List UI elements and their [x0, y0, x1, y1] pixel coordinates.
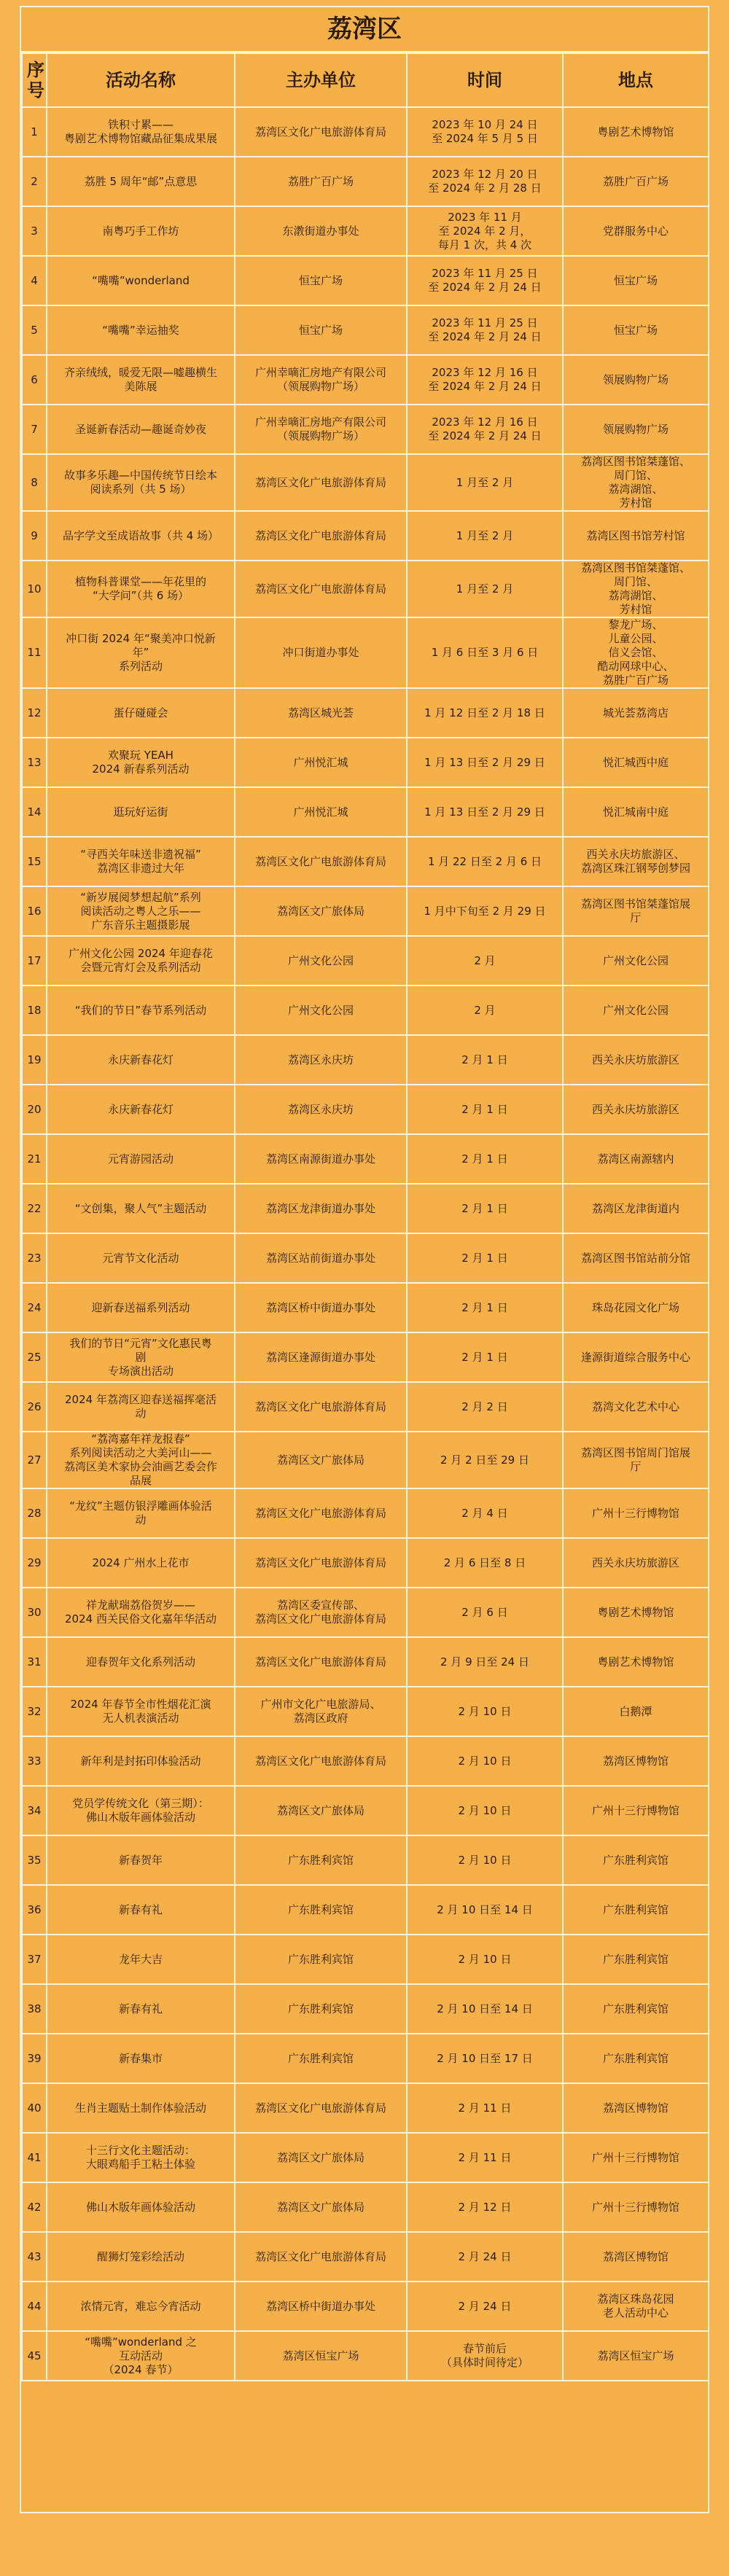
cell-location: 逢源街道综合服务中心 [563, 1332, 709, 1382]
cell-time: 2 月 1 日 [407, 1085, 563, 1134]
cell-activity-name: “文创集，聚人气”主题活动 [47, 1184, 235, 1233]
cell-no: 14 [22, 787, 47, 837]
cell-organizer: 荔湾区委宣传部、 荔湾区文化广电旅游体育局 [235, 1588, 407, 1637]
table-row [22, 936, 709, 985]
cell-no: 12 [22, 688, 47, 738]
cell-activity-name: “嘴嘴”wonderland 之 互动活动 （2024 春节） [47, 2331, 235, 2381]
cell-activity-name: “新岁展阅梦想起航”系列 阅读活动之粤人之乐—— 广东音乐主题摄影展 [47, 886, 235, 936]
cell-organizer: 荔湾区永庆坊 [235, 1085, 407, 1134]
cell-time: 2023 年 11 月 25 日 至 2024 年 2 月 24 日 [407, 305, 563, 355]
cell-activity-name: 故事多乐趣—中国传统节日绘本 阅读系列（共 5 场） [47, 454, 235, 511]
cell-no: 18 [22, 985, 47, 1035]
table-row [22, 688, 709, 738]
table-row [22, 1786, 709, 1835]
cell-organizer: 恒宝广场 [235, 256, 407, 305]
cell-time: 2023 年 12 月 16 日 至 2024 年 2 月 24 日 [407, 405, 563, 454]
table-row [22, 1588, 709, 1637]
cell-organizer: 东漖街道办事处 [235, 206, 407, 256]
cell-time: 1 月 22 日至 2 月 6 日 [407, 837, 563, 886]
cell-time: 2 月 2 日 [407, 1382, 563, 1432]
cell-time: 2023 年 11 月 25 日 至 2024 年 2 月 24 日 [407, 256, 563, 305]
cell-no: 21 [22, 1134, 47, 1184]
cell-time: 1 月至 2 月 [407, 511, 563, 561]
cell-activity-name: 逛玩好运街 [47, 787, 235, 837]
cell-location: 粤剧艺术博物馆 [563, 1588, 709, 1637]
cell-time: 2 月 6 日至 8 日 [407, 1538, 563, 1588]
cell-no: 38 [22, 1984, 47, 2034]
cell-time: 2 月 1 日 [407, 1035, 563, 1085]
table-row [22, 1488, 709, 1538]
table-row [22, 2331, 709, 2381]
cell-no: 40 [22, 2083, 47, 2133]
table-row [22, 305, 709, 355]
cell-time: 2 月 10 日 [407, 1786, 563, 1835]
cell-no: 42 [22, 2182, 47, 2232]
table-row [22, 886, 709, 936]
cell-organizer: 荔湾区永庆坊 [235, 1035, 407, 1085]
cell-activity-name: “嘴嘴”幸运抽奖 [47, 305, 235, 355]
table-row [22, 405, 709, 454]
cell-organizer: 荔湾区逢源街道办事处 [235, 1332, 407, 1382]
table-row [22, 837, 709, 886]
cell-location: 广州十三行博物馆 [563, 1786, 709, 1835]
table-row [22, 1935, 709, 1984]
cell-no: 15 [22, 837, 47, 886]
cell-no: 33 [22, 1736, 47, 1786]
cell-organizer: 广州悦汇城 [235, 738, 407, 787]
cell-activity-name: “嘴嘴”wonderland [47, 256, 235, 305]
table-row [22, 1332, 709, 1382]
cell-activity-name: 新春有礼 [47, 1885, 235, 1935]
table-header-row [22, 53, 709, 107]
cell-no: 3 [22, 206, 47, 256]
cell-location: 悦汇城南中庭 [563, 787, 709, 837]
cell-activity-name: “龙纹”主题仿银浮雕画体验活 动 [47, 1488, 235, 1538]
cell-no: 4 [22, 256, 47, 305]
table-row [22, 2083, 709, 2133]
cell-organizer: 冲口街道办事处 [235, 617, 407, 688]
table-row [22, 561, 709, 617]
cell-organizer: 荔湾区文化广电旅游体育局 [235, 2083, 407, 2133]
cell-location: 荔湾区恒宝广场 [563, 2331, 709, 2381]
cell-activity-name: 新春有礼 [47, 1984, 235, 2034]
table-row [22, 2133, 709, 2182]
table-row [22, 1382, 709, 1432]
cell-location: 广州文化公园 [563, 936, 709, 985]
table-row [22, 1538, 709, 1588]
cell-no: 8 [22, 454, 47, 511]
cell-time: 2023 年 12 月 16 日 至 2024 年 2 月 24 日 [407, 355, 563, 405]
cell-location: 荔湾区博物馆 [563, 2083, 709, 2133]
cell-no: 9 [22, 511, 47, 561]
cell-location: 珠岛花园文化广场 [563, 1283, 709, 1332]
cell-activity-name: 品字学文至成语故事（共 4 场） [47, 511, 235, 561]
cell-organizer: 荔湾区文化广电旅游体育局 [235, 1382, 407, 1432]
table-row [22, 1233, 709, 1283]
cell-organizer: 荔胜广百广场 [235, 157, 407, 206]
cell-time: 1 月至 2 月 [407, 454, 563, 511]
cell-time: 2023 年 11 月 至 2024 年 2 月， 每月 1 次，共 4 次 [407, 206, 563, 256]
cell-activity-name: 我们的节日“元宵”文化惠民粤 剧 专场演出活动 [47, 1332, 235, 1382]
cell-no: 10 [22, 561, 47, 617]
table-row [22, 1432, 709, 1488]
cell-time: 2 月 10 日 [407, 1687, 563, 1736]
table-row [22, 617, 709, 688]
cell-no: 24 [22, 1283, 47, 1332]
cell-time: 1 月 6 日至 3 月 6 日 [407, 617, 563, 688]
cell-organizer: 荔湾区城光荟 [235, 688, 407, 738]
cell-organizer: 荔湾区南源街道办事处 [235, 1134, 407, 1184]
table-row [22, 355, 709, 405]
table-row [22, 787, 709, 837]
cell-activity-name: “寻西关年味送非遗祝福” 荔湾区非遗过大年 [47, 837, 235, 886]
cell-no: 28 [22, 1488, 47, 1538]
table-row [22, 2034, 709, 2083]
cell-time: 2 月 10 日至 14 日 [407, 1984, 563, 2034]
cell-location: 广州十三行博物馆 [563, 2133, 709, 2182]
cell-location: 荔湾区博物馆 [563, 1736, 709, 1786]
cell-activity-name: 2024 广州水上花市 [47, 1538, 235, 1588]
cell-no: 7 [22, 405, 47, 454]
cell-activity-name: 圣诞新春活动—趣诞奇妙夜 [47, 405, 235, 454]
cell-activity-name: 铁积寸累—— 粤剧艺术博物馆藏品征集成果展 [47, 107, 235, 157]
cell-location: 西关永庆坊旅游区 [563, 1538, 709, 1588]
cell-no: 35 [22, 1835, 47, 1885]
cell-organizer: 广州幸嘀汇房地产有限公司 （领展购物广场） [235, 405, 407, 454]
cell-activity-name: 南粤巧手工作坊 [47, 206, 235, 256]
cell-organizer: 广州市文化广电旅游局、 荔湾区政府 [235, 1687, 407, 1736]
cell-location: 广东胜利宾馆 [563, 1885, 709, 1935]
cell-location: 粤剧艺术博物馆 [563, 1637, 709, 1687]
cell-location: 荔湾区博物馆 [563, 2232, 709, 2282]
cell-time: 2 月 24 日 [407, 2282, 563, 2331]
cell-time: 1 月至 2 月 [407, 561, 563, 617]
table-row [22, 206, 709, 256]
cell-activity-name: 浓情元宵，难忘今宵活动 [47, 2282, 235, 2331]
cell-organizer: 广州幸嘀汇房地产有限公司 （领展购物广场） [235, 355, 407, 405]
table-row [22, 2282, 709, 2331]
header-time: 时间 [407, 53, 563, 107]
header-name: 活动名称 [47, 53, 235, 107]
cell-time: 春节前后 （具体时间待定） [407, 2331, 563, 2381]
cell-activity-name: 2024 年荔湾区迎春送福挥毫活 动 [47, 1382, 235, 1432]
cell-time: 2 月 11 日 [407, 2083, 563, 2133]
cell-organizer: 恒宝广场 [235, 305, 407, 355]
event-table [21, 52, 709, 2381]
cell-time: 2 月 4 日 [407, 1488, 563, 1538]
table-body [22, 107, 709, 2381]
cell-location: 广州文化公园 [563, 985, 709, 1035]
table-row [22, 1687, 709, 1736]
table-row [22, 1885, 709, 1935]
cell-location: 荔湾区图书馆站前分馆 [563, 1233, 709, 1283]
cell-organizer: 荔湾区恒宝广场 [235, 2331, 407, 2381]
cell-time: 2 月 1 日 [407, 1332, 563, 1382]
cell-no: 43 [22, 2232, 47, 2282]
cell-activity-name: 元宵游园活动 [47, 1134, 235, 1184]
cell-no: 5 [22, 305, 47, 355]
cell-no: 45 [22, 2331, 47, 2381]
table-row [22, 256, 709, 305]
table-row [22, 1835, 709, 1885]
cell-time: 1 月 12 日至 2 月 18 日 [407, 688, 563, 738]
cell-no: 25 [22, 1332, 47, 1382]
cell-time: 1 月 13 日至 2 月 29 日 [407, 787, 563, 837]
cell-location: 广东胜利宾馆 [563, 2034, 709, 2083]
cell-location: 荔湾区图书馆芳村馆 [563, 511, 709, 561]
cell-location: 广东胜利宾馆 [563, 1984, 709, 2034]
cell-time: 2 月 24 日 [407, 2232, 563, 2282]
cell-no: 27 [22, 1432, 47, 1488]
cell-time: 2 月 12 日 [407, 2182, 563, 2232]
cell-activity-name: 醒狮灯笼彩绘活动 [47, 2232, 235, 2282]
cell-location: 荔湾区龙津街道内 [563, 1184, 709, 1233]
cell-no: 29 [22, 1538, 47, 1588]
cell-activity-name: 齐亲绒绒，暖爱无限—嘘趣横生 美陈展 [47, 355, 235, 405]
cell-location: 恒宝广场 [563, 256, 709, 305]
table-row [22, 1984, 709, 2034]
table-row [22, 985, 709, 1035]
cell-location: 恒宝广场 [563, 305, 709, 355]
cell-no: 6 [22, 355, 47, 405]
cell-organizer: 广东胜利宾馆 [235, 1984, 407, 2034]
cell-no: 34 [22, 1786, 47, 1835]
cell-time: 2 月 1 日 [407, 1184, 563, 1233]
cell-time: 2 月 10 日 [407, 1736, 563, 1786]
table-row [22, 1085, 709, 1134]
cell-time: 2 月 10 日 [407, 1835, 563, 1885]
cell-no: 2 [22, 157, 47, 206]
cell-time: 2 月 [407, 985, 563, 1035]
table-row [22, 107, 709, 157]
cell-no: 11 [22, 617, 47, 688]
cell-time: 2 月 11 日 [407, 2133, 563, 2182]
cell-organizer: 荔湾区桥中街道办事处 [235, 1283, 407, 1332]
cell-no: 44 [22, 2282, 47, 2331]
cell-location: 荔胜广百广场 [563, 157, 709, 206]
cell-organizer: 广东胜利宾馆 [235, 1885, 407, 1935]
cell-no: 30 [22, 1588, 47, 1637]
cell-organizer: 荔湾区文广旅体局 [235, 2182, 407, 2232]
cell-no: 19 [22, 1035, 47, 1085]
cell-time: 1 月中下旬至 2 月 29 日 [407, 886, 563, 936]
cell-no: 26 [22, 1382, 47, 1432]
cell-activity-name: 元宵节文化活动 [47, 1233, 235, 1283]
cell-no: 23 [22, 1233, 47, 1283]
cell-time: 2 月 1 日 [407, 1283, 563, 1332]
cell-time: 1 月 13 日至 2 月 29 日 [407, 738, 563, 787]
table-row [22, 1035, 709, 1085]
cell-location: 白鹅潭 [563, 1687, 709, 1736]
table-row [22, 1134, 709, 1184]
cell-location: 粤剧艺术博物馆 [563, 107, 709, 157]
bottom-strip [0, 2513, 729, 2576]
cell-no: 32 [22, 1687, 47, 1736]
cell-location: 西关永庆坊旅游区 [563, 1085, 709, 1134]
cell-location: 西关永庆坊旅游区、 荔湾区珠江钢琴创梦园 [563, 837, 709, 886]
cell-no: 22 [22, 1184, 47, 1233]
cell-activity-name: 新春集市 [47, 2034, 235, 2083]
cell-organizer: 荔湾区文化广电旅游体育局 [235, 1488, 407, 1538]
event-table-frame [20, 6, 709, 2513]
cell-organizer: 荔湾区文化广电旅游体育局 [235, 2232, 407, 2282]
cell-organizer: 荔湾区文广旅体局 [235, 1432, 407, 1488]
cell-organizer: 荔湾区文化广电旅游体育局 [235, 454, 407, 511]
cell-no: 13 [22, 738, 47, 787]
cell-activity-name: 佛山木版年画体验活动 [47, 2182, 235, 2232]
cell-activity-name: 植物科普课堂——年花里的 “大学问”（共 6 场） [47, 561, 235, 617]
table-row [22, 1184, 709, 1233]
cell-location: 广州十三行博物馆 [563, 2182, 709, 2232]
cell-activity-name: 党员学传统文化（第三期）： 佛山木版年画体验活动 [47, 1786, 235, 1835]
cell-activity-name: 蛋仔碰碰会 [47, 688, 235, 738]
header-organizer: 主办单位 [235, 53, 407, 107]
cell-organizer: 荔湾区文化广电旅游体育局 [235, 511, 407, 561]
table-row [22, 2182, 709, 2232]
cell-activity-name: 荔胜 5 周年“邮”点意思 [47, 157, 235, 206]
cell-activity-name: 龙年大吉 [47, 1935, 235, 1984]
cell-no: 39 [22, 2034, 47, 2083]
district-title: 荔湾区 [21, 7, 708, 52]
cell-time: 2 月 2 日至 29 日 [407, 1432, 563, 1488]
cell-location: 悦汇城西中庭 [563, 738, 709, 787]
cell-activity-name: “我们的节日”春节系列活动 [47, 985, 235, 1035]
table-row [22, 1637, 709, 1687]
header-location: 地点 [563, 53, 709, 107]
cell-location: 荔湾区南源辖内 [563, 1134, 709, 1184]
cell-no: 36 [22, 1885, 47, 1935]
cell-activity-name: 冲口街 2024 年“聚美冲口悦新 年” 系列活动 [47, 617, 235, 688]
cell-organizer: 广东胜利宾馆 [235, 1835, 407, 1885]
cell-location: 领展购物广场 [563, 355, 709, 405]
cell-time: 2 月 9 日至 24 日 [407, 1637, 563, 1687]
cell-activity-name: “荔湾嘉年祥龙报春” 系列阅读活动之大美河山—— 荔湾区美术家协会油画艺委会作 品展 [47, 1432, 235, 1488]
cell-activity-name: 欢聚玩 YEAH 2024 新春系列活动 [47, 738, 235, 787]
cell-organizer: 广州文化公园 [235, 985, 407, 1035]
cell-activity-name: 新春贺年 [47, 1835, 235, 1885]
cell-location: 荔湾区图书馆桀蓬馆展 厅 [563, 886, 709, 936]
cell-location: 荔湾区图书馆桀蓬馆、 周门馆、 荔湾湖馆、 芳村馆 [563, 561, 709, 617]
cell-organizer: 荔湾区文广旅体局 [235, 2133, 407, 2182]
cell-organizer: 荔湾区文化广电旅游体育局 [235, 837, 407, 886]
cell-activity-name: 迎春贺年文化系列活动 [47, 1637, 235, 1687]
cell-activity-name: 新年利是封拓印体验活动 [47, 1736, 235, 1786]
table-row [22, 511, 709, 561]
cell-location: 荔湾文化艺术中心 [563, 1382, 709, 1432]
cell-organizer: 荔湾区桥中街道办事处 [235, 2282, 407, 2331]
cell-organizer: 广州文化公园 [235, 936, 407, 985]
table-row [22, 454, 709, 511]
cell-activity-name: 广州文化公园 2024 年迎春花 会暨元宵灯会及系列活动 [47, 936, 235, 985]
cell-no: 37 [22, 1935, 47, 1984]
cell-location: 荔湾区图书馆周门馆展 厅 [563, 1432, 709, 1488]
cell-activity-name: 生肖主题贴土制作体验活动 [47, 2083, 235, 2133]
cell-location: 广州十三行博物馆 [563, 1488, 709, 1538]
cell-location: 广东胜利宾馆 [563, 1835, 709, 1885]
cell-organizer: 荔湾区文化广电旅游体育局 [235, 107, 407, 157]
cell-activity-name: 祥龙献瑞荔俗贺岁—— 2024 西关民俗文化嘉年华活动 [47, 1588, 235, 1637]
table-row [22, 157, 709, 206]
cell-activity-name: 永庆新春花灯 [47, 1085, 235, 1134]
cell-activity-name: 迎新春送福系列活动 [47, 1283, 235, 1332]
table-row [22, 2232, 709, 2282]
cell-organizer: 荔湾区文化广电旅游体育局 [235, 1538, 407, 1588]
cell-time: 2023 年 10 月 24 日 至 2024 年 5 月 5 日 [407, 107, 563, 157]
cell-no: 1 [22, 107, 47, 157]
cell-time: 2 月 10 日至 17 日 [407, 2034, 563, 2083]
cell-location: 黎龙广场、 儿童公园、 信义会馆、 酷动网球中心、 荔胜广百广场 [563, 617, 709, 688]
cell-location: 城光荟荔湾店 [563, 688, 709, 738]
cell-organizer: 荔湾区文广旅体局 [235, 1786, 407, 1835]
cell-no: 31 [22, 1637, 47, 1687]
cell-no: 41 [22, 2133, 47, 2182]
cell-activity-name: 2024 年春节全市性烟花汇演 无人机表演活动 [47, 1687, 235, 1736]
cell-organizer: 广东胜利宾馆 [235, 2034, 407, 2083]
cell-time: 2 月 10 日 [407, 1935, 563, 1984]
cell-time: 2 月 1 日 [407, 1134, 563, 1184]
table-row [22, 1283, 709, 1332]
table-row [22, 1736, 709, 1786]
cell-organizer: 广东胜利宾馆 [235, 1935, 407, 1984]
cell-location: 广东胜利宾馆 [563, 1935, 709, 1984]
cell-no: 17 [22, 936, 47, 985]
cell-location: 西关永庆坊旅游区 [563, 1035, 709, 1085]
cell-activity-name: 永庆新春花灯 [47, 1035, 235, 1085]
cell-time: 2 月 [407, 936, 563, 985]
cell-time: 2023 年 12 月 20 日 至 2024 年 2 月 28 日 [407, 157, 563, 206]
cell-time: 2 月 1 日 [407, 1233, 563, 1283]
cell-activity-name: 十三行文化主题活动： 大眼鸡船手工粘土体验 [47, 2133, 235, 2182]
cell-location: 领展购物广场 [563, 405, 709, 454]
cell-location: 党群服务中心 [563, 206, 709, 256]
table-row [22, 738, 709, 787]
cell-organizer: 荔湾区龙津街道办事处 [235, 1184, 407, 1233]
cell-location: 荔湾区珠岛花园 老人活动中心 [563, 2282, 709, 2331]
cell-organizer: 荔湾区站前街道办事处 [235, 1233, 407, 1283]
cell-time: 2 月 10 日至 14 日 [407, 1885, 563, 1935]
cell-organizer: 荔湾区文化广电旅游体育局 [235, 1637, 407, 1687]
cell-location: 荔湾区图书馆桀蓬馆、 周门馆、 荔湾湖馆、 芳村馆 [563, 454, 709, 511]
cell-organizer: 广州悦汇城 [235, 787, 407, 837]
cell-organizer: 荔湾区文广旅体局 [235, 886, 407, 936]
cell-no: 16 [22, 886, 47, 936]
header-no: 序 号 [22, 53, 47, 107]
cell-organizer: 荔湾区文化广电旅游体育局 [235, 1736, 407, 1786]
cell-organizer: 荔湾区文化广电旅游体育局 [235, 561, 407, 617]
cell-no: 20 [22, 1085, 47, 1134]
cell-time: 2 月 6 日 [407, 1588, 563, 1637]
